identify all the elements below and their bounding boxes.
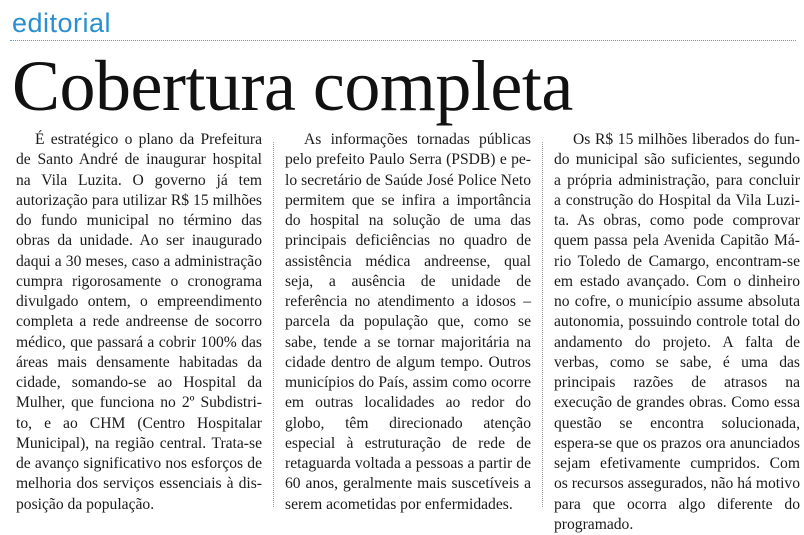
column-divider — [542, 142, 543, 507]
headline: Cobertura completa — [12, 46, 573, 126]
article-column-1 — [16, 130, 262, 515]
section-divider — [10, 40, 796, 41]
paragraph: É estratégico o plano da Prefeitura de Santo André de inaugurar hospital na Vila Luzita. O governo já tem autorização para utilizar R$ 15 milhões do fundo municipal no término das obras da unidade. Ao ser inaugurado daqui a 30 meses, caso a administração cumpra rigorosamente o cronograma divulgado ontem, o empreendimento completa a rede andreense de socorro médico, que passará a cobrir 100% das áreas mais densamente habitadas da cidade, somando-se ao Hospital da Mulher, que funciona no 2º Subdistrito, e ao CHM (Centro Hospitalar Municipal), na região central. Trata-se de avanço significativo nos esforços de melhoria dos serviços essenciais à disposição da população. — [16, 131, 262, 513]
section-header — [0, 2, 804, 42]
article-column-3 — [554, 130, 800, 535]
article-body — [0, 130, 804, 533]
paragraph: Os R$ 15 milhões liberados do fundo municipal são suficientes, segundo a própria administração, para concluir a construção do Hospital da Vila Luzita. As obras, como pode comprovar quem passa pela Avenida Capitão Mário Toledo de Camargo, encontram-se em estado avançado. Com o dinheiro no cofre, o município assume absoluta autonomia, possuindo controle total do andamento do projeto. A falta de verbas, como se sabe, é uma das principais razões de atrasos na execução de grandes obras. Como essa questão se encontra solucionada, espera-se que os prazos ora anunciados sejam efetivamente cumpridos. Com os recursos assegurados, não há motivo para que ocorra algo diferente do programado. — [554, 131, 800, 533]
column-divider — [273, 142, 274, 507]
section-label: editorial — [12, 8, 112, 38]
article-column-2 — [285, 130, 531, 515]
paragraph: As informações tornadas públicas pelo prefeito Paulo Serra (PSDB) e pelo secretário de Saúde José Police Neto permitem que se infira a importância do hospital na solução de uma das principais deficiências no quadro de assistência médica andreense, qual seja, a ausência de unidade de referência no atendimento a idosos – parcela da população que, como se sabe, tende a se tornar majoritária na cidade dentro de algum tempo. Outros municípios do País, assim como ocorre em outras localidades ao redor do globo, têm direcionado atenção especial à estruturação de rede de retaguarda voltada a pessoas a partir de 60 anos, geralmente mais suscetíveis a serem acometidas por enfermidades. — [285, 131, 531, 513]
